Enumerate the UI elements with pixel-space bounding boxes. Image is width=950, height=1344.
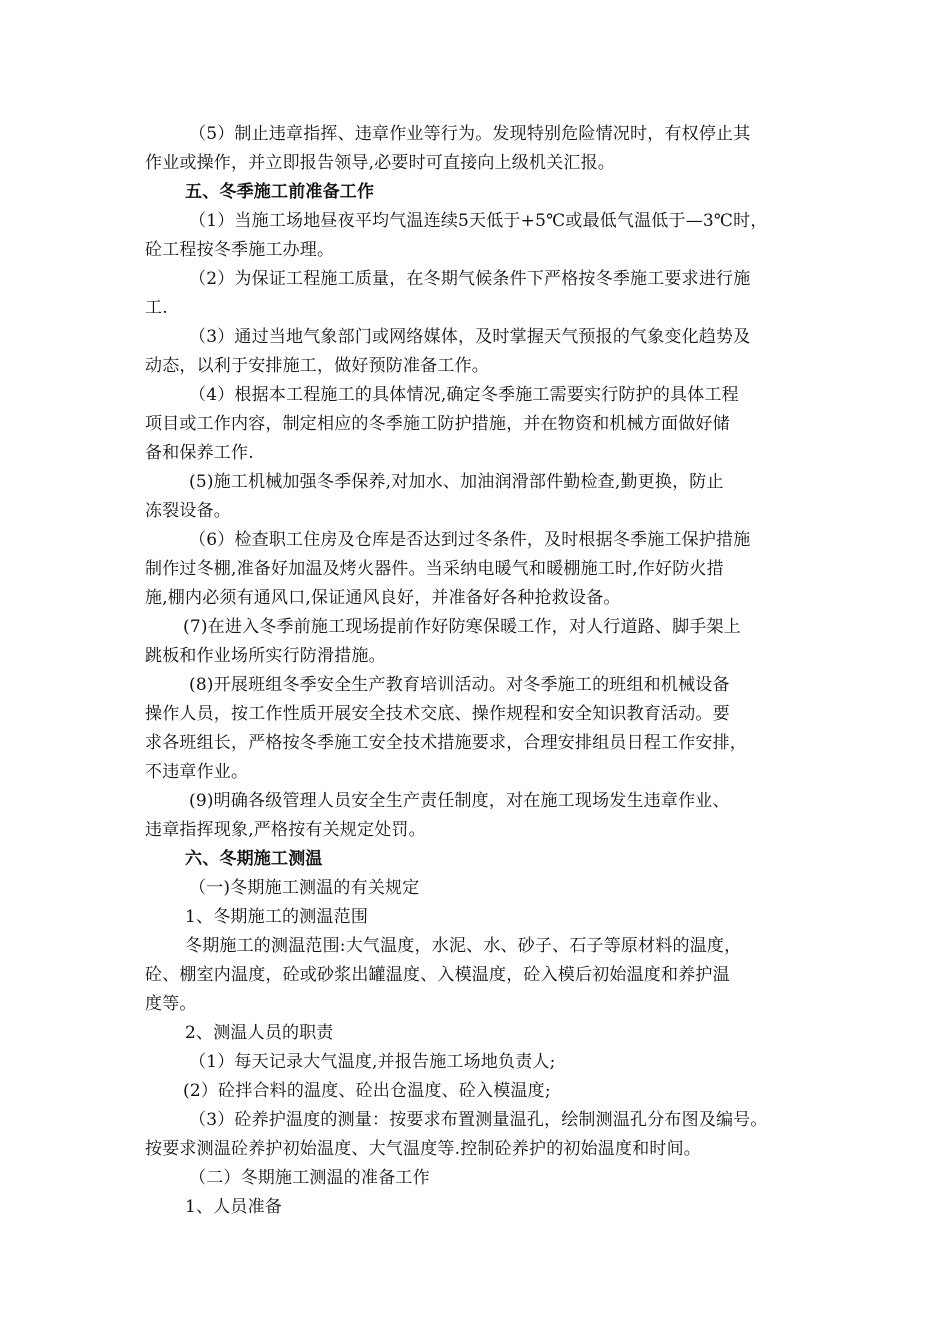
- text-line-9: 动态，以利于安排施工，做好预防准备工作。: [145, 356, 489, 376]
- text-line-20: (8)开展班组冬季安全生产教育培训活动。对冬季施工的班组和机械设备: [189, 675, 730, 695]
- text-line-2: 作业或操作，并立即报告领导,必要时可直接向上级机关汇报。: [145, 153, 616, 173]
- text-line-5: 砼工程按冬季施工办理。: [145, 240, 335, 260]
- text-line-14: 冻裂设备。: [145, 501, 231, 521]
- text-line-10: （4）根据本工程施工的具体情况,确定冬季施工需要实行防护的具体工程: [189, 385, 739, 405]
- text-line-29: 冬期施工的测温范围:大气温度，水泥、水、砂子、石子等原材料的温度，: [185, 936, 742, 956]
- text-line-12: 备和保养工作.: [145, 443, 254, 463]
- section-heading-six: 六、冬期施工测温: [185, 849, 323, 869]
- text-line-25: 违章指挥现象,严格按有关规定处罚。: [145, 820, 426, 840]
- text-line-4: （1）当施工场地昼夜平均气温连续5天低于+5℃或最低气温低于—3℃时，: [189, 211, 768, 231]
- text-line-28: 1、冬期施工的测温范围: [185, 907, 369, 927]
- text-line-17: 施,棚内必须有通风口,保证通风良好，并准备好各种抢救设备。: [145, 588, 621, 608]
- text-line-24: (9)明确各级管理人员安全生产责任制度，对在施工现场发生违章作业、: [189, 791, 730, 811]
- text-line-8: （3）通过当地气象部门或网络媒体，及时掌握天气预报的气象变化趋势及: [189, 327, 751, 347]
- text-line-34: (2）砼拌合料的温度、砼出仓温度、砼入模温度;: [183, 1081, 551, 1101]
- text-line-23: 不违章作业。: [145, 762, 249, 782]
- text-line-31: 度等。: [145, 994, 197, 1014]
- text-line-6: （2）为保证工程施工质量，在冬期气候条件下严格按冬季施工要求进行施: [189, 269, 751, 289]
- text-line-21: 操作人员，按工作性质开展安全技术交底、操作规程和安全知识教育活动。要: [145, 704, 730, 724]
- text-line-32: 2、测温人员的职责: [185, 1023, 334, 1043]
- text-line-11: 项目或工作内容，制定相应的冬季施工防护措施，并在物资和机械方面做好储: [145, 414, 730, 434]
- text-line-22: 求各班组长，严格按冬季施工安全技术措施要求，合理安排组员日程工作安排，: [145, 733, 747, 753]
- text-line-1: （5）制止违章指挥、违章作业等行为。发现特别危险情况时，有权停止其: [189, 124, 751, 144]
- text-line-30: 砼、棚室内温度，砼或砂浆出罐温度、入模温度，砼入模后初始温度和养护温: [145, 965, 730, 985]
- subsection-heading-one: （一)冬期施工测温的有关规定: [189, 878, 420, 898]
- section-heading-five: 五、冬季施工前准备工作: [185, 182, 375, 202]
- text-line-38: 1、人员准备: [185, 1197, 283, 1217]
- text-line-19: 跳板和作业场所实行防滑措施。: [145, 646, 386, 666]
- text-line-36: 按要求测温砼养护初始温度、大气温度等.控制砼养护的初始温度和时间。: [145, 1139, 702, 1159]
- subsection-heading-two: （二）冬期施工测温的准备工作: [189, 1168, 430, 1188]
- text-line-13: (5)施工机械加强冬季保养,对加水、加油润滑部件勤检查,勤更换，防止: [189, 472, 724, 492]
- text-line-15: （6）检查职工住房及仓库是否达到过冬条件，及时根据冬季施工保护措施: [189, 530, 751, 550]
- text-line-33: （1）每天记录大气温度,并报告施工场地负责人;: [189, 1052, 556, 1072]
- text-line-7: 工.: [145, 298, 168, 318]
- text-line-35: （3）砼养护温度的测量：按要求布置测量温孔，绘制测温孔分布图及编号。: [189, 1110, 768, 1130]
- text-line-16: 制作过冬棚,准备好加温及烤火器件。当采纳电暖气和暖棚施工时,作好防火措: [145, 559, 724, 579]
- text-line-18: (7)在进入冬季前施工现场提前作好防寒保暖工作，对人行道路、脚手架上: [183, 617, 741, 637]
